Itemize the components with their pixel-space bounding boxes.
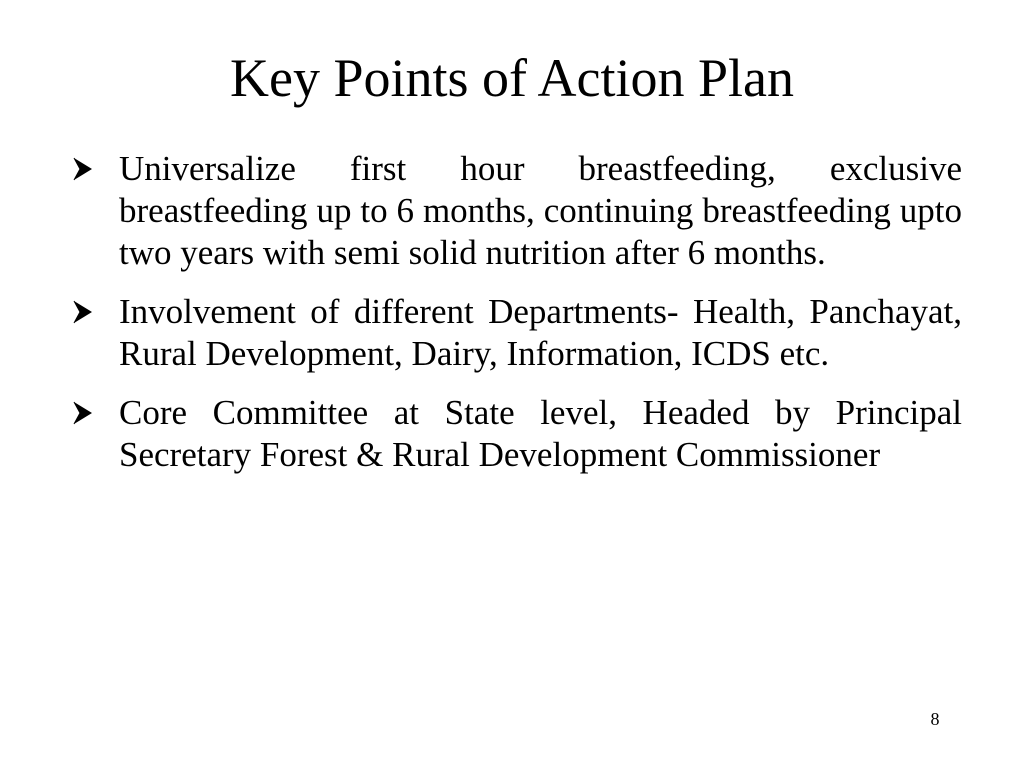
bullet-item [72, 291, 962, 375]
bullet-text: Core Committee at State level, Headed by Principal Secretary Forest & Rural Development Commissioner [119, 393, 962, 474]
arrowhead-bullet-icon [72, 291, 112, 333]
bullet-item [72, 392, 962, 476]
arrowhead-bullet-icon [72, 392, 112, 434]
bullet-list [72, 148, 962, 493]
bullet-text: Universalize first hour breastfeeding, exclusive breastfeeding up to 6 months, continuing breastfeeding upto two years with semi solid nutrition after 6 months. [119, 149, 962, 272]
bullet-text: Involvement of different Departments- Health, Panchayat, Rural Development, Dairy, Information, ICDS etc. [119, 292, 962, 373]
slide-number: 8 [930, 709, 940, 729]
slide-title: Key Points of Action Plan [230, 48, 794, 108]
bullet-item [72, 148, 962, 274]
arrowhead-bullet-icon [72, 148, 112, 190]
